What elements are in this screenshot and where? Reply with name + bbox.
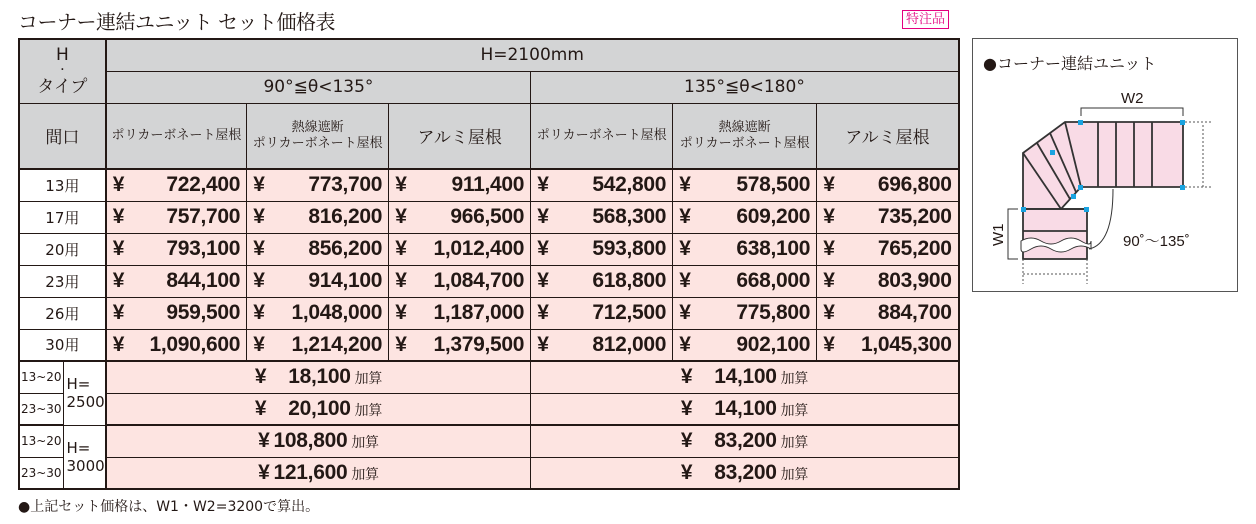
price-value: 911,400 <box>451 173 525 197</box>
special-order-badge: 特注品 <box>902 10 949 29</box>
addition-price <box>106 457 531 489</box>
price-cell <box>247 329 389 361</box>
addition-label: 加算 <box>780 465 809 482</box>
height-line2: 2500 <box>66 393 105 412</box>
addition-label: 加算 <box>351 465 379 482</box>
addition-label: 加算 <box>354 401 383 418</box>
price-value: 542,800 <box>592 173 667 197</box>
price-value: 902,100 <box>736 332 811 356</box>
price-cell <box>673 265 817 297</box>
currency-symbol: ¥ <box>679 332 691 356</box>
price-value: 773,700 <box>308 173 383 197</box>
roof-header-2 <box>389 103 531 169</box>
addition-label: 加算 <box>780 434 809 451</box>
addition-price <box>531 393 959 425</box>
currency-symbol: ¥ <box>395 301 407 324</box>
size-range: 13~20 <box>19 361 63 393</box>
price-value: 959,500 <box>166 301 241 324</box>
price-value: 914,100 <box>308 269 383 292</box>
currency-symbol: ¥ <box>680 460 693 484</box>
addition-value: 83,200 <box>714 429 777 453</box>
angle-label: 90˚～135˚ <box>1123 233 1190 250</box>
price-value: 765,200 <box>877 237 952 260</box>
currency-symbol: ¥ <box>537 301 549 324</box>
price-cell <box>389 233 531 265</box>
size-cell: 26用 <box>19 297 106 329</box>
currency-symbol: ¥ <box>680 396 693 420</box>
currency-symbol: ¥ <box>395 269 407 292</box>
currency-symbol: ¥ <box>258 429 270 453</box>
roof-line2: ポリカーボネート屋根 <box>679 135 810 151</box>
footnote: ●上記セット価格は、W1・W2=3200で算出。 <box>18 499 320 515</box>
currency-symbol: ¥ <box>112 237 125 260</box>
addition-row <box>19 393 959 425</box>
roof-line1: アルミ屋根 <box>417 128 502 149</box>
addition-label: 加算 <box>354 370 383 387</box>
height-line2: 3000 <box>66 456 105 475</box>
height-line1: H= <box>66 438 91 457</box>
addition-label: 加算 <box>351 434 379 451</box>
price-value: 1,090,600 <box>149 332 241 356</box>
price-cell <box>106 233 247 265</box>
type-h: H <box>55 44 69 65</box>
roof-header-0 <box>106 103 247 169</box>
price-cell <box>389 265 531 297</box>
addition-price <box>106 425 531 457</box>
price-value: 1,214,200 <box>291 332 383 356</box>
price-table <box>18 38 960 490</box>
price-cell <box>247 297 389 329</box>
price-value: 618,800 <box>592 269 667 292</box>
price-cell <box>389 169 531 201</box>
currency-symbol: ¥ <box>679 173 691 197</box>
addition-value: 108,800 <box>273 429 348 453</box>
price-value: 816,200 <box>308 205 383 228</box>
addition-price <box>106 361 531 393</box>
roof-header-1 <box>247 103 389 169</box>
price-value: 578,500 <box>736 173 811 197</box>
currency-symbol: ¥ <box>254 396 267 420</box>
roof-header-4 <box>673 103 817 169</box>
w1-label: W1 <box>990 223 1007 246</box>
price-value: 1,084,700 <box>433 269 525 292</box>
addition-price <box>531 361 959 393</box>
price-cell <box>531 297 673 329</box>
currency-symbol: ¥ <box>680 365 693 389</box>
price-cell <box>106 329 247 361</box>
price-value: 1,048,000 <box>291 301 383 324</box>
price-cell <box>673 297 817 329</box>
price-cell <box>817 329 959 361</box>
addition-label: 加算 <box>780 401 809 418</box>
price-value: 609,200 <box>736 205 811 228</box>
currency-symbol: ¥ <box>395 205 407 228</box>
type-dot: ・ <box>57 64 68 76</box>
currency-symbol: ¥ <box>679 205 691 228</box>
size-cell: 17用 <box>19 201 106 233</box>
price-value: 793,100 <box>166 237 241 260</box>
price-cell <box>247 169 389 201</box>
price-cell <box>531 201 673 233</box>
price-cell <box>531 233 673 265</box>
price-value: 735,200 <box>877 205 952 228</box>
currency-symbol: ¥ <box>395 173 407 197</box>
price-value: 775,800 <box>736 301 811 324</box>
addition-row <box>19 425 959 457</box>
currency-symbol: ¥ <box>112 173 125 197</box>
price-cell <box>247 265 389 297</box>
price-cell <box>817 233 959 265</box>
price-cell <box>389 297 531 329</box>
price-cell <box>389 329 531 361</box>
price-value: 696,800 <box>877 173 952 197</box>
price-value: 593,800 <box>592 237 667 260</box>
currency-symbol: ¥ <box>537 269 549 292</box>
price-cell <box>106 297 247 329</box>
price-cell <box>247 201 389 233</box>
price-value: 712,500 <box>592 301 667 324</box>
price-value: 722,400 <box>166 173 241 197</box>
addition-price <box>106 393 531 425</box>
currency-symbol: ¥ <box>537 173 549 197</box>
roof-line1: アルミ屋根 <box>845 128 930 149</box>
size-cell: 30用 <box>19 329 106 361</box>
addition-value: 20,100 <box>288 396 351 420</box>
corner-unit-drawing <box>973 39 1237 291</box>
table-row <box>19 329 959 361</box>
currency-symbol: ¥ <box>679 301 691 324</box>
angle-range-1: 90°≦θ<135° <box>106 71 531 103</box>
currency-symbol: ¥ <box>823 301 835 324</box>
table-row <box>19 265 959 297</box>
roof-line1: 熱線遮断 <box>718 119 771 135</box>
currency-symbol: ¥ <box>395 237 407 260</box>
price-cell <box>247 233 389 265</box>
currency-symbol: ¥ <box>823 173 835 197</box>
price-cell <box>106 169 247 201</box>
currency-symbol: ¥ <box>537 205 549 228</box>
price-value: 812,000 <box>592 332 667 356</box>
roof-line1: ポリカーボネート屋根 <box>111 127 242 143</box>
price-value: 638,100 <box>736 237 811 260</box>
addition-value: 121,600 <box>273 460 348 484</box>
table-row <box>19 201 959 233</box>
roof-header-3 <box>531 103 673 169</box>
angle-range-2: 135°≦θ<180° <box>531 71 959 103</box>
price-cell <box>389 201 531 233</box>
currency-symbol: ¥ <box>679 269 691 292</box>
price-cell <box>531 329 673 361</box>
w2-label: W2 <box>1121 90 1144 107</box>
price-value: 803,900 <box>877 269 952 292</box>
price-cell <box>673 329 817 361</box>
price-cell <box>673 201 817 233</box>
roof-header-5 <box>817 103 959 169</box>
price-cell <box>673 169 817 201</box>
currency-symbol: ¥ <box>253 205 265 228</box>
type-label: タイプ <box>37 76 88 97</box>
addition-value: 18,100 <box>288 365 351 389</box>
addition-label: 加算 <box>780 370 809 387</box>
corner-unit-diagram <box>972 38 1238 292</box>
size-cell: 13用 <box>19 169 106 201</box>
price-value: 568,300 <box>592 205 667 228</box>
currency-symbol: ¥ <box>823 269 835 292</box>
currency-symbol: ¥ <box>253 301 265 324</box>
size-range: 23~30 <box>19 457 63 489</box>
size-cell: 23用 <box>19 265 106 297</box>
price-cell <box>817 297 959 329</box>
currency-symbol: ¥ <box>253 173 265 197</box>
price-value: 966,500 <box>450 205 525 228</box>
table-row <box>19 169 959 201</box>
addition-price <box>531 457 959 489</box>
frontage-header: 間口 <box>19 103 106 169</box>
currency-symbol: ¥ <box>112 205 125 228</box>
currency-symbol: ¥ <box>823 205 835 228</box>
price-value: 1,379,500 <box>433 332 525 356</box>
roof-line1: 熱線遮断 <box>291 119 344 135</box>
price-cell <box>817 201 959 233</box>
price-value: 1,045,300 <box>860 332 952 356</box>
price-cell <box>817 265 959 297</box>
currency-symbol: ¥ <box>258 460 270 484</box>
price-value: 884,700 <box>877 301 952 324</box>
price-cell <box>673 233 817 265</box>
height-option <box>63 361 106 425</box>
roof-bottom <box>1023 209 1087 259</box>
diagram-title: ●コーナー連結ユニット <box>983 54 1157 73</box>
height-option <box>63 425 106 489</box>
price-value: 668,000 <box>736 269 811 292</box>
table-row <box>19 233 959 265</box>
roof-shape <box>1023 122 1183 209</box>
addition-value: 14,100 <box>714 396 777 420</box>
currency-symbol: ¥ <box>823 332 835 356</box>
price-value: 856,200 <box>308 237 383 260</box>
size-cell: 20用 <box>19 233 106 265</box>
currency-symbol: ¥ <box>254 365 267 389</box>
price-value: 757,700 <box>166 205 241 228</box>
price-value: 1,012,400 <box>433 237 525 260</box>
size-range: 13~20 <box>19 425 63 457</box>
price-cell <box>531 265 673 297</box>
price-cell <box>106 265 247 297</box>
currency-symbol: ¥ <box>680 429 693 453</box>
price-cell <box>531 169 673 201</box>
addition-price <box>531 425 959 457</box>
type-header <box>19 39 106 103</box>
currency-symbol: ¥ <box>823 237 835 260</box>
size-range: 23~30 <box>19 393 63 425</box>
addition-value: 14,100 <box>714 365 777 389</box>
roof-line1: ポリカーボネート屋根 <box>536 127 667 143</box>
addition-row <box>19 361 959 393</box>
currency-symbol: ¥ <box>395 332 407 356</box>
page-title: コーナー連結ユニット セット価格表 <box>18 10 336 34</box>
price-cell <box>106 201 247 233</box>
currency-symbol: ¥ <box>112 332 125 356</box>
currency-symbol: ¥ <box>253 332 265 356</box>
price-value: 844,100 <box>166 269 241 292</box>
currency-symbol: ¥ <box>537 332 549 356</box>
currency-symbol: ¥ <box>537 237 549 260</box>
height-line1: H= <box>66 375 91 394</box>
addition-value: 83,200 <box>714 460 777 484</box>
price-cell <box>817 169 959 201</box>
height-header: H=2100mm <box>106 39 959 71</box>
currency-symbol: ¥ <box>112 269 125 292</box>
addition-row <box>19 457 959 489</box>
currency-symbol: ¥ <box>679 237 691 260</box>
roof-line2: ポリカーボネート屋根 <box>252 135 383 151</box>
currency-symbol: ¥ <box>253 269 265 292</box>
currency-symbol: ¥ <box>253 237 265 260</box>
price-value: 1,187,000 <box>433 301 525 324</box>
table-row <box>19 297 959 329</box>
currency-symbol: ¥ <box>112 301 125 324</box>
